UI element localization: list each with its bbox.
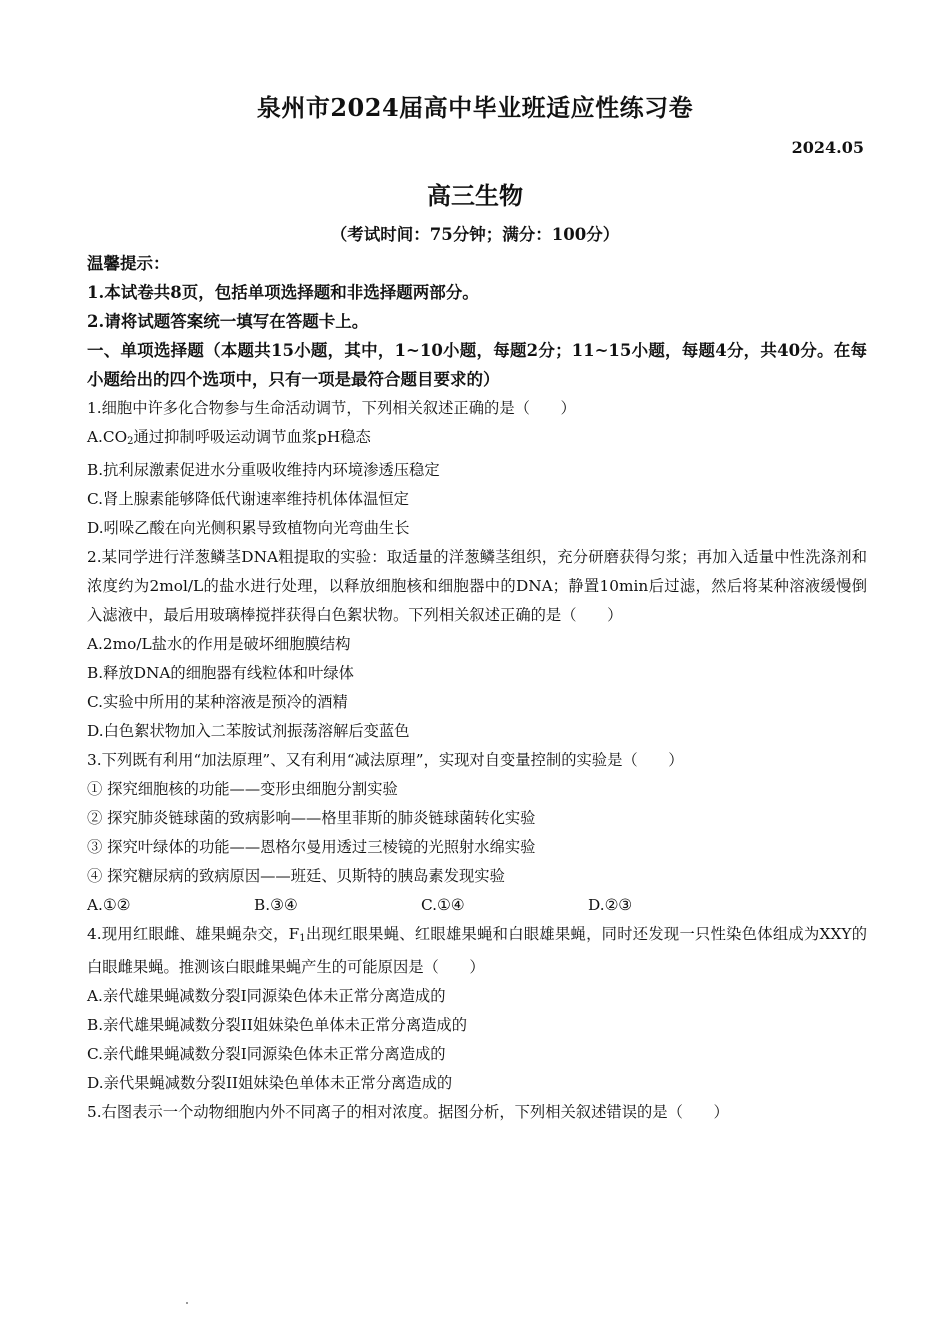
question-3	[87, 746, 867, 920]
option-b: B.③④	[254, 896, 298, 914]
option-text: 通过抑制呼吸运动调节血浆pH稳态	[133, 428, 371, 446]
subscript: 2	[127, 436, 134, 447]
question-stem: 3.下列既有利用“加法原理”、又有利用“减法原理”，实现对自变量控制的实验是（ ）	[87, 751, 684, 769]
question-stem	[87, 920, 867, 982]
subscript: 1	[299, 933, 306, 944]
options-row	[87, 891, 867, 920]
statement-1: ① 探究细胞核的功能——变形虫细胞分割实验	[87, 780, 398, 798]
section-heading: 一、单项选择题（本题共15小题，其中，1~10小题，每题2分；11~15小题，每题4分，共40分。在每小题给出的四个选项中，只有一项是最符合题目要求的）	[87, 341, 867, 389]
option-d: D.白色絮状物加入二苯胺试剂振荡溶解后变蓝色	[87, 722, 410, 740]
exam-info: （考试时间：75分钟；满分：100分）	[330, 225, 620, 244]
question-stem: 5.右图表示一个动物细胞内外不同离子的相对浓度。据图分析，下列相关叙述错误的是（ ）	[87, 1103, 729, 1121]
tips-heading: 温馨提示：	[87, 254, 170, 273]
option-b: B.抗利尿激素促进水分重吸收维持内环境渗透压稳定	[87, 461, 440, 479]
stem-text: 4.现用红眼雌、雄果蝇杂交，F	[87, 925, 300, 943]
tip-item: 1.本试卷共8页，包括单项选择题和非选择题两部分。	[87, 283, 479, 302]
option-d: D.亲代果蝇减数分裂II姐妹染色单体未正常分离造成的	[87, 1074, 453, 1092]
tip-item: 2.请将试题答案统一填写在答题卡上。	[87, 312, 369, 331]
statement-2: ② 探究肺炎链球菌的致病影响——格里菲斯的肺炎链球菌转化实验	[87, 809, 536, 827]
exam-content	[87, 249, 867, 1127]
option-c: C.肾上腺素能够降低代谢速率维持机体体温恒定	[87, 490, 409, 508]
stem-text: 出现红眼果蝇、红眼雄果蝇和白眼雄果蝇，同时还发现一只性染色体组成为XXY的白眼雌果蝇。推测该白眼雌果蝇产生的可能原因是（ ）	[87, 925, 867, 976]
question-5	[87, 1098, 867, 1127]
subject-title: 高三生物	[427, 181, 523, 210]
question-stem: 1.细胞中许多化合物参与生命活动调节，下列相关叙述正确的是（ ）	[87, 399, 576, 417]
option-d: D.②③	[588, 896, 633, 914]
option-a	[87, 423, 867, 456]
option-d: D.吲哚乙酸在向光侧积累导致植物向光弯曲生长	[87, 519, 410, 537]
question-1	[87, 394, 867, 543]
question-stem: 2.某同学进行洋葱鳞茎DNA粗提取的实验：取适量的洋葱鳞茎组织，充分研磨获得匀浆；再加入适量中性洗涤剂和浓度约为2mol/L的盐水进行处理，以释放细胞核和细胞器中的DNA；静置10min后过滤，然后将某种溶液缓慢倒入滤液中，最后用玻璃棒搅拌获得白色絮状物。下列相关叙述正确的是（ ）	[87, 548, 867, 624]
exam-date: 2024.05	[791, 138, 864, 157]
question-2	[87, 543, 867, 746]
question-4	[87, 920, 867, 1098]
option-c: C.①④	[421, 896, 465, 914]
option-c: C.实验中所用的某种溶液是预冷的酒精	[87, 693, 348, 711]
option-b: B.亲代雄果蝇减数分裂II姐妹染色单体未正常分离造成的	[87, 1016, 468, 1034]
statement-3: ③ 探究叶绿体的功能——恩格尔曼用透过三棱镜的光照射水绵实验	[87, 838, 536, 856]
exam-title: 泉州市2024届高中毕业班适应性练习卷	[256, 93, 694, 122]
option-c: C.亲代雌果蝇减数分裂I同源染色体未正常分离造成的	[87, 1045, 446, 1063]
option-a: A.①②	[87, 896, 131, 914]
statement-4: ④ 探究糖尿病的致病原因——班廷、贝斯特的胰岛素发现实验	[87, 867, 505, 885]
stray-mark	[186, 1302, 188, 1304]
option-text: A.CO	[87, 428, 128, 446]
option-b: B.释放DNA的细胞器有线粒体和叶绿体	[87, 664, 354, 682]
option-a: A.亲代雄果蝇减数分裂I同源染色体未正常分离造成的	[87, 987, 446, 1005]
option-a: A.2mo/L盐水的作用是破坏细胞膜结构	[87, 635, 351, 653]
